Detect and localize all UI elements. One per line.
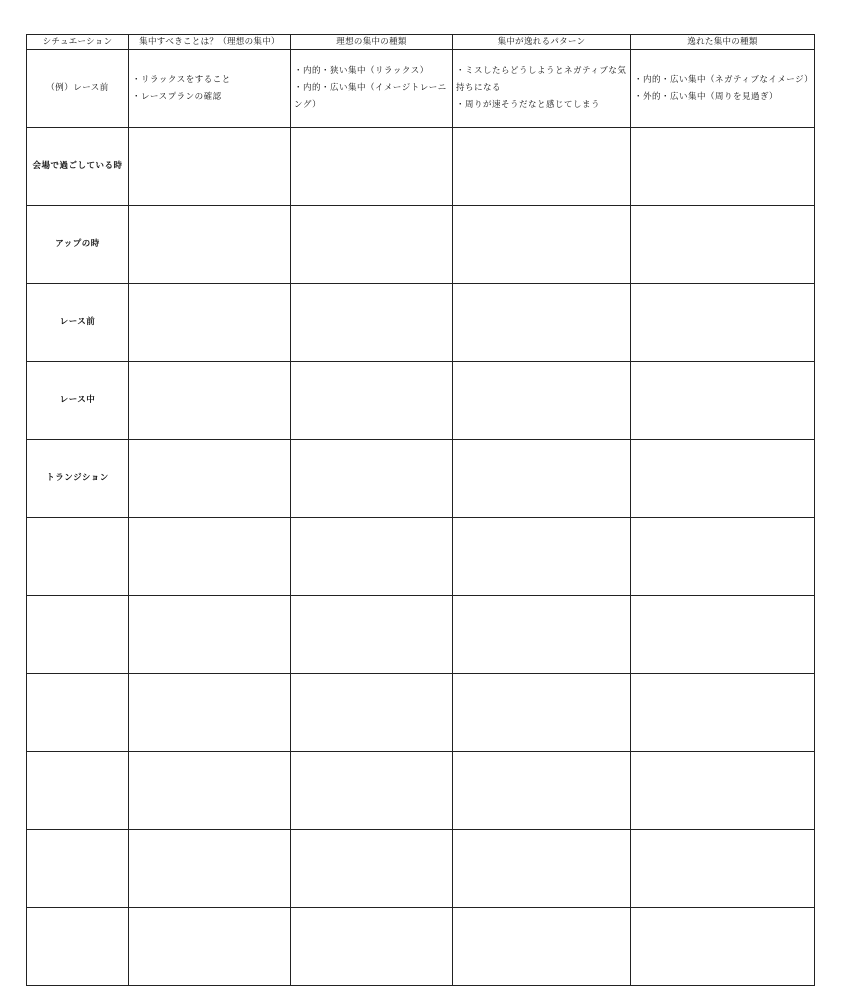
example-distracted-types-cell — [631, 50, 815, 128]
focus-input-cell[interactable] — [129, 284, 291, 362]
distraction-input-cell[interactable] — [453, 440, 631, 518]
ideal-type-input-cell[interactable] — [291, 674, 453, 752]
ideal-type-input-cell[interactable] — [291, 830, 453, 908]
situation-cell: レース中 — [27, 362, 129, 440]
focus-input-cell[interactable] — [129, 128, 291, 206]
worksheet-table — [26, 34, 815, 986]
ideal-type-input-cell[interactable] — [291, 908, 453, 986]
example-distraction-line: ・ミスしたらどうしようとネガティブな気持ちになる — [456, 66, 627, 93]
concentration-worksheet — [26, 34, 814, 988]
header-distracted-types: 逸れた集中の種類 — [631, 35, 815, 50]
example-ideal-type-line: ・内的・狭い集中（リラックス） — [294, 66, 429, 76]
focus-input-cell[interactable] — [129, 596, 291, 674]
distraction-input-cell[interactable] — [453, 752, 631, 830]
distraction-input-cell[interactable] — [453, 362, 631, 440]
header-ideal-types: 理想の集中の種類 — [291, 35, 453, 50]
focus-input-cell[interactable] — [129, 440, 291, 518]
table-row — [27, 518, 815, 596]
header-distraction-patterns: 集中が逸れるパターン — [453, 35, 631, 50]
distracted-type-input-cell[interactable] — [631, 596, 815, 674]
situation-cell[interactable] — [27, 830, 129, 908]
distracted-type-input-cell[interactable] — [631, 128, 815, 206]
situation-cell[interactable] — [27, 752, 129, 830]
situation-cell: トランジション — [27, 440, 129, 518]
table-row — [27, 128, 815, 206]
situation-cell: レース前 — [27, 284, 129, 362]
table-row — [27, 206, 815, 284]
example-ideal-types-cell — [291, 50, 453, 128]
header-situation: シチュエーション — [27, 35, 129, 50]
table-row — [27, 440, 815, 518]
header-focus-points: 集中すべきことは？（理想の集中） — [129, 35, 291, 50]
situation-cell[interactable] — [27, 908, 129, 986]
distraction-input-cell[interactable] — [453, 284, 631, 362]
example-distraction-cell — [453, 50, 631, 128]
header-row — [27, 35, 815, 50]
table-row — [27, 284, 815, 362]
ideal-type-input-cell[interactable] — [291, 128, 453, 206]
focus-input-cell[interactable] — [129, 752, 291, 830]
ideal-type-input-cell[interactable] — [291, 362, 453, 440]
example-distracted-type-line: ・内的・広い集中（ネガティブなイメージ） — [634, 74, 814, 85]
ideal-type-input-cell[interactable] — [291, 596, 453, 674]
distraction-input-cell[interactable] — [453, 518, 631, 596]
distracted-type-input-cell[interactable] — [631, 830, 815, 908]
situation-cell[interactable] — [27, 596, 129, 674]
distraction-input-cell[interactable] — [453, 596, 631, 674]
distracted-type-input-cell[interactable] — [631, 440, 815, 518]
table-row — [27, 596, 815, 674]
ideal-type-input-cell[interactable] — [291, 284, 453, 362]
ideal-type-input-cell[interactable] — [291, 518, 453, 596]
distracted-type-input-cell[interactable] — [631, 362, 815, 440]
distracted-type-input-cell[interactable] — [631, 674, 815, 752]
distraction-input-cell[interactable] — [453, 908, 631, 986]
situation-cell[interactable] — [27, 674, 129, 752]
situation-cell: 会場で過ごしている時 — [27, 128, 129, 206]
distracted-type-input-cell[interactable] — [631, 284, 815, 362]
distraction-input-cell[interactable] — [453, 206, 631, 284]
distraction-input-cell[interactable] — [453, 830, 631, 908]
table-row — [27, 752, 815, 830]
ideal-type-input-cell[interactable] — [291, 206, 453, 284]
focus-input-cell[interactable] — [129, 830, 291, 908]
distraction-input-cell[interactable] — [453, 128, 631, 206]
table-row — [27, 908, 815, 986]
table-row — [27, 830, 815, 908]
example-distraction-line: ・周りが速そうだなと感じてしまう — [456, 100, 601, 110]
example-situation-cell — [27, 50, 129, 128]
focus-input-cell[interactable] — [129, 362, 291, 440]
situation-cell[interactable] — [27, 518, 129, 596]
ideal-type-input-cell[interactable] — [291, 440, 453, 518]
situation-cell: アップの時 — [27, 206, 129, 284]
example-focus-line: ・リラックスをすること — [132, 74, 231, 85]
example-distracted-type-line: ・外的・広い集中（周りを見過ぎ） — [634, 91, 779, 102]
distraction-input-cell[interactable] — [453, 674, 631, 752]
example-row — [27, 50, 815, 128]
table-row — [27, 362, 815, 440]
focus-input-cell[interactable] — [129, 908, 291, 986]
focus-input-cell[interactable] — [129, 518, 291, 596]
example-focus-line: ・レースプランの確認 — [132, 91, 222, 102]
distracted-type-input-cell[interactable] — [631, 752, 815, 830]
focus-input-cell[interactable] — [129, 674, 291, 752]
ideal-type-input-cell[interactable] — [291, 752, 453, 830]
example-focus-cell — [129, 50, 291, 128]
example-situation-label: （例）レース前 — [46, 83, 109, 93]
focus-input-cell[interactable] — [129, 206, 291, 284]
example-ideal-type-line: ・内的・広い集中（イメージトレーニング） — [294, 83, 447, 110]
table-row — [27, 674, 815, 752]
distracted-type-input-cell[interactable] — [631, 908, 815, 986]
distracted-type-input-cell[interactable] — [631, 518, 815, 596]
distracted-type-input-cell[interactable] — [631, 206, 815, 284]
